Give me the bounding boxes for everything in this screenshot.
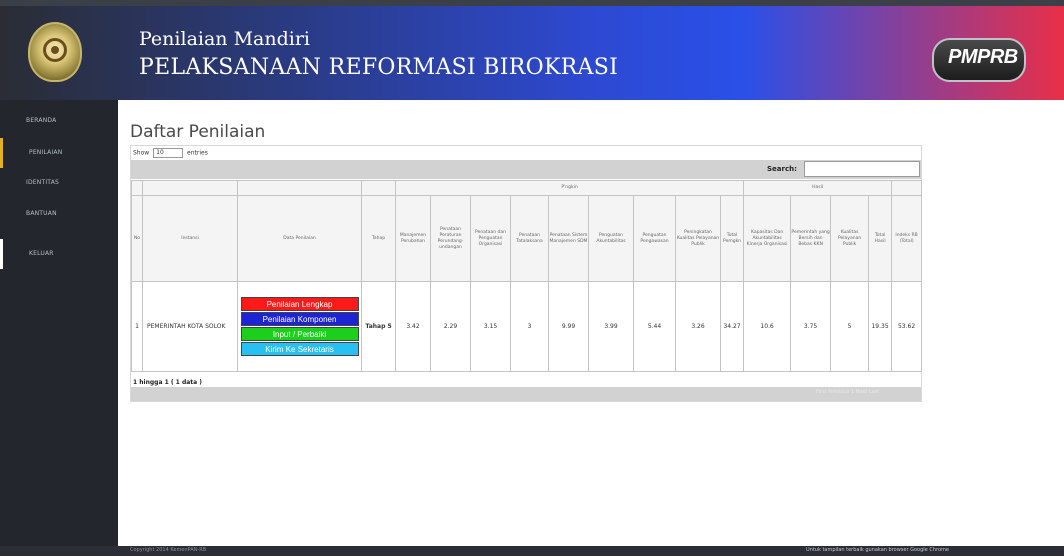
brand-badge: [932, 38, 1026, 82]
col-header-manajemen-perubahan[interactable]: Manajemen Perubahan: [396, 196, 431, 282]
footer-copyright: Copyright 2014 KemenPAN-RB: [130, 547, 207, 553]
entries-per-page-select[interactable]: 10: [153, 148, 183, 158]
col-header-indeks-rb[interactable]: Indeks RB (Total): [892, 196, 922, 282]
sidebar-item-bantuan[interactable]: BANTUAN: [26, 210, 57, 217]
col-header-penataan-perundang[interactable]: Penataan Peraturan Perundang-undangan: [431, 196, 471, 282]
table-footer-bar: [131, 387, 921, 401]
page-title: Daftar Penilaian: [130, 122, 266, 142]
col-header-blank: [143, 181, 238, 196]
wheel-hub: [51, 46, 59, 54]
col-header-penataan-sdm[interactable]: Penataan Sistem Manajemen SDM: [549, 196, 589, 282]
cell-penataan-sdm: 9.99: [549, 282, 589, 372]
cell-indeks-rb: 53.62: [892, 282, 922, 372]
col-header-kualitas-pelayanan[interactable]: Kualitas Pelayanan Publik: [831, 196, 869, 282]
penilaian-komponen-button[interactable]: Penilaian Komponen: [241, 312, 359, 326]
col-header-no[interactable]: No: [132, 196, 143, 282]
cell-penataan-perundang: 2.29: [431, 282, 471, 372]
group-header-hasil: Hasil: [744, 181, 892, 196]
cell-manajemen-perubahan: 3.42: [396, 282, 431, 372]
cell-total-pemungkin: 34.27: [721, 282, 744, 372]
col-header-peningkatan-pelayanan[interactable]: Peningkatan Kualitas Pelayanan Publik: [676, 196, 721, 282]
col-header-data-penilaian[interactable]: Data Penilaian: [238, 196, 362, 282]
cell-kualitas-pelayanan: 5: [831, 282, 869, 372]
app-title: PELAKSANAAN REFORMASI BIROKRASI: [139, 55, 619, 80]
footer-browser-note: Untuk tampilan terbaik gunakan browser Google Chrome: [806, 547, 949, 553]
col-header-penataan-organisasi[interactable]: Penataan dan Penguatan Organisasi: [471, 196, 511, 282]
search-input[interactable]: [804, 161, 920, 177]
cell-actions: [238, 282, 362, 372]
sidebar-item-beranda[interactable]: BERANDA: [26, 117, 57, 124]
entries-label: entries: [187, 149, 208, 157]
col-header-instansi[interactable]: Instansi: [143, 196, 238, 282]
header-top-strip: [0, 0, 1064, 6]
col-header-penguatan-pengawasan[interactable]: Penguatan Pengawasan: [634, 196, 676, 282]
app-header: [0, 0, 1064, 100]
cell-penguatan-akuntabilitas: 3.99: [589, 282, 634, 372]
assessment-table: [131, 180, 922, 372]
cell-no: 1: [132, 282, 143, 372]
col-header-penguatan-akuntabilitas[interactable]: Penguatan Akuntabilitas: [589, 196, 634, 282]
cell-instansi: PEMERINTAH KOTA SOLOK: [143, 282, 238, 372]
col-header-blank: [892, 181, 922, 196]
emblem-logo-icon: [28, 22, 82, 82]
table-row: [132, 282, 922, 372]
search-label: Search:: [767, 165, 797, 173]
show-entries-control: [133, 148, 208, 158]
cell-kapasitas: 10.6: [744, 282, 791, 372]
col-header-blank: [362, 181, 396, 196]
col-header-blank: [132, 181, 143, 196]
cell-peningkatan-pelayanan: 3.26: [676, 282, 721, 372]
col-header-tahap[interactable]: Tahap: [362, 196, 396, 282]
group-header-pemungkin: P'ngkin: [396, 181, 744, 196]
col-header-total-pemungkin[interactable]: Total Pemgkn: [721, 196, 744, 282]
cell-tahap: Tahap 5: [362, 282, 396, 372]
kirim-ke-sekretaris-button[interactable]: Kirim Ke Sekretaris: [241, 342, 359, 356]
input-perbaiki-button[interactable]: Input / Perbaiki: [241, 327, 359, 341]
cell-total-hasil: 19.35: [869, 282, 892, 372]
cell-pemerintah-bersih: 3.75: [791, 282, 831, 372]
table-info: 1 hingga 1 ( 1 data ): [133, 379, 203, 386]
col-header-pemerintah-bersih[interactable]: Pemerintah yang Bersih dan Bebas KKN: [791, 196, 831, 282]
penilaian-lengkap-button[interactable]: Penilaian Lengkap: [241, 297, 359, 311]
sidebar-item-identitas[interactable]: IDENTITAS: [26, 179, 60, 186]
col-header-penataan-tatalaksana[interactable]: Penataan Tatalaksana: [511, 196, 549, 282]
app-subtitle: Penilaian Mandiri: [139, 28, 310, 50]
cell-penataan-tatalaksana: 3: [511, 282, 549, 372]
sidebar-item-keluar[interactable]: KELUAR: [0, 239, 118, 269]
table-toolbar: [131, 160, 921, 179]
cell-penguatan-pengawasan: 5.44: [634, 282, 676, 372]
col-header-blank: [238, 181, 362, 196]
col-header-total-hasil[interactable]: Total Hasil: [869, 196, 892, 282]
show-label: Show: [133, 149, 150, 157]
brand-badge-text: PMPRB: [948, 46, 1018, 68]
pagination[interactable]: First Previous 1 Next Last: [816, 389, 880, 395]
sidebar-item-penilaian[interactable]: PENILAIAN: [0, 138, 118, 168]
col-header-kapasitas[interactable]: Kapasitas Dan Akuntabilitas Kinerja Organisasi: [744, 196, 791, 282]
cell-penataan-organisasi: 3.15: [471, 282, 511, 372]
